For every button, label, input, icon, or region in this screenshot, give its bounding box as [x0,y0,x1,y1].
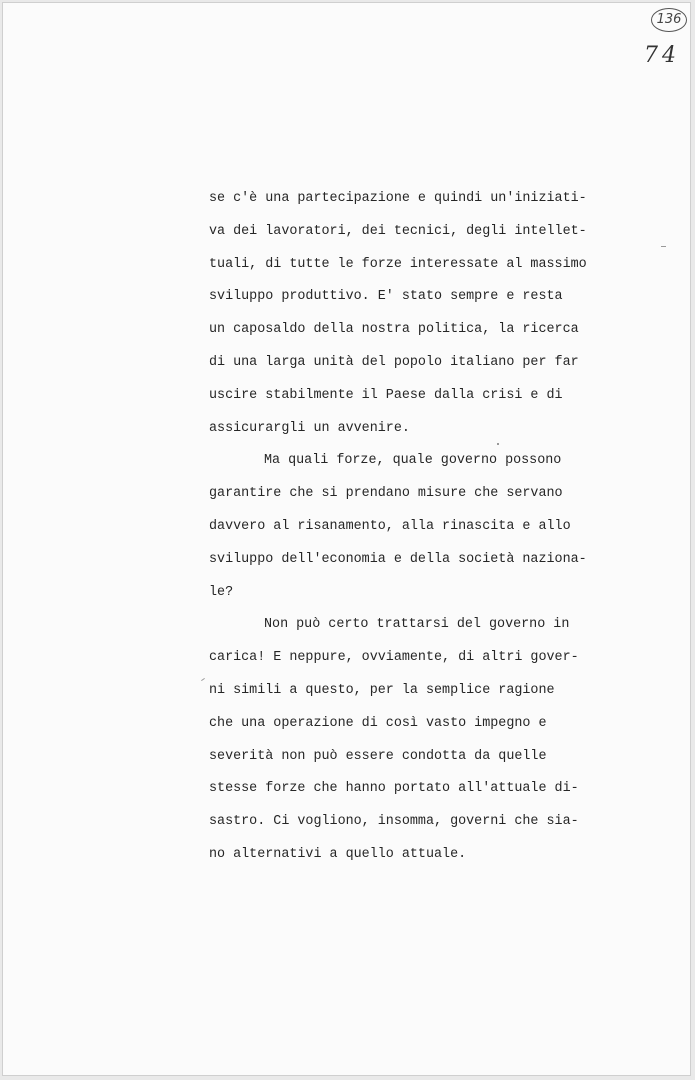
text-line: sviluppo produttivo. E' stato sempre e resta [209,289,563,305]
text-line: un caposaldo della nostra politica, la ricerca [209,322,579,338]
archive-stamp: 136 [651,8,687,32]
stray-mark [201,678,205,681]
handwritten-page-number: 74 [644,43,680,68]
text-line: le? [209,584,234,600]
stray-dot [497,443,499,445]
text-line: Non può certo trattarsi del governo in [264,617,570,633]
text-line: che una operazione di così vasto impegno e [209,715,547,731]
typewritten-body [209,187,587,876]
document-page [2,2,691,1076]
margin-mark [661,246,666,247]
text-line: stesse forze che hanno portato all'attuale di- [209,781,579,797]
text-line: sviluppo dell'economia e della società naziona- [209,551,587,567]
paragraph [209,613,579,875]
text-line: no alternativi a quello attuale. [209,846,467,862]
paragraph [209,449,587,613]
text-line: sastro. Ci vogliono, insomma, governi che sia- [209,814,579,830]
text-line: tuali, di tutte le forze interessate al massimo [209,256,587,272]
text-line: di una larga unità del popolo italiano per far [209,354,579,370]
text-line: assicurargli un avvenire. [209,420,410,436]
text-line: ni simili a questo, per la semplice ragione [209,682,555,698]
text-line: garantire che si prendano misure che servano [209,486,563,502]
text-line: uscire stabilmente il Paese dalla crisi e di [209,387,563,403]
text-line: carica! E neppure, ovviamente, di altri gover- [209,650,579,666]
paragraph [209,187,587,449]
text-line: davvero al risanamento, alla rinascita e allo [209,518,571,534]
text-line: va dei lavoratori, dei tecnici, degli intellet- [209,223,587,239]
text-line: Ma quali forze, quale governo possono [264,453,562,469]
text-line: se c'è una partecipazione e quindi un'iniziati- [209,191,587,206]
text-line: severità non può essere condotta da quelle [209,748,547,764]
